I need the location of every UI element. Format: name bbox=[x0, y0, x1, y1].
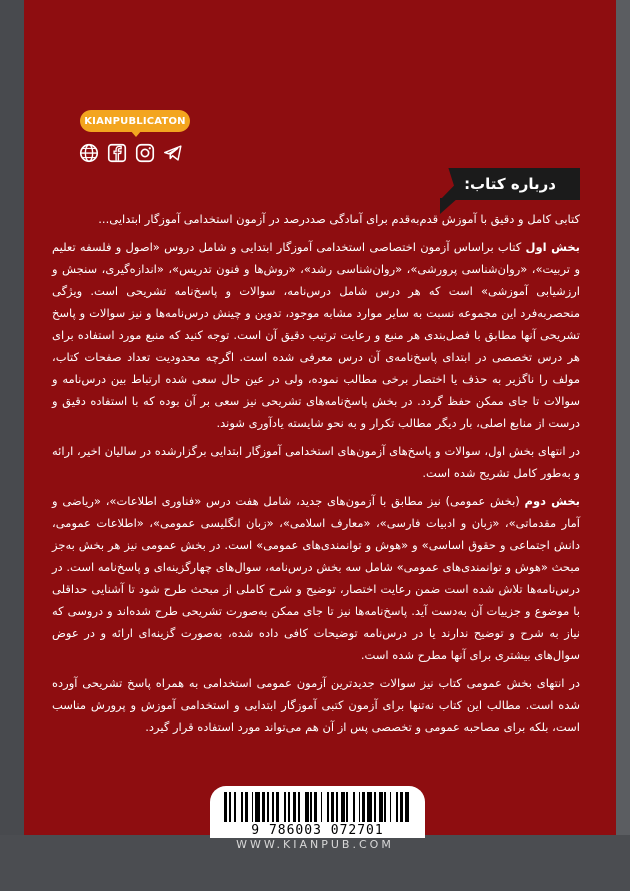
isbn-number: 9 786003 072701 bbox=[251, 823, 384, 838]
publisher-badge: KIANPUBLICATON bbox=[80, 110, 190, 132]
barcode bbox=[224, 792, 411, 822]
website-url[interactable]: WWW.KIANPUB.COM bbox=[236, 838, 394, 851]
part2-paragraph bbox=[52, 490, 580, 666]
part1-paragraph bbox=[52, 236, 580, 434]
instagram-icon[interactable] bbox=[134, 142, 156, 164]
barcode-box bbox=[210, 786, 425, 838]
heading-box bbox=[440, 168, 580, 200]
web-icon[interactable] bbox=[78, 142, 100, 164]
about-book-heading: درباره کتاب: bbox=[464, 175, 556, 193]
part1-end-paragraph: در انتهای بخش اول، سوالات و پاسخ‌های آزمون‌های استخدامی آموزگار ابتدایی برگزارشده در سالیان اخیر، ارائه و به‌طور کامل تشریح شده است. bbox=[52, 444, 580, 480]
description-text bbox=[52, 208, 580, 744]
intro-paragraph: کتابی کامل و دقیق با آموزش قدم‌به‌قدم برای آمادگی صددرصد در آزمون استخدامی آموزگار ابتدایی... bbox=[98, 212, 580, 226]
spine-shadow bbox=[0, 0, 24, 891]
facebook-icon[interactable] bbox=[106, 142, 128, 164]
part2-text: (بخش عمومی) نیز مطابق با آزمون‌های جدید، شامل هفت درس «فناوری اطلاعات»، «ریاضی و آمار مقدماتی»، «زبان و ادبیات فارسی»، «معارف اسلامی»، «زبان انگلیسی عمومی»، «اطلاعات عمومی، دانش اجتماعی و حقوق اساسی» و «هوش و توانمندی‌های عمومی» است. در بخش عمومی نیز هر بخش به‌جز مبحث «هوش و توانمندی‌های عمومی» شامل سه بخش درس‌نامه، سوال‌های چهارگزینه‌ای و پاسخ‌نامه است. در درس‌نامه‌ها تلاش شده است ضمن رعایت اختصار، توضیح و شرح کاملی از مبحث طرح شود تا آشنایی حداقلی با موضوع و جزییات آن به‌دست آید. پاسخ‌نامه‌ها نیز تا جای ممکن به‌صورت تشریحی طرح شده‌اند و دروسی که نیاز به شرح و توضیح ندارند یا در درس‌نامه توضیحات کافی داده شده، به‌صورت گزینه‌ای ارائه و در عوض سوال‌های بیشتری برای آنها مطرح شده است. bbox=[52, 494, 580, 662]
part2-lead: بخش دوم bbox=[524, 494, 580, 508]
part1-text: کتاب براساس آزمون اختصاصی استخدامی آموزگار ابتدایی و شامل دروس «اصول و فلسفه تعلیم و تربیت»، «روان‌شناسی پرورشی»، «روان‌شناسی رشد»، «روش‌ها و فنون تدریس»، «اندازه‌گیری، سنجش و ارزشیابی آموزشی» است که هر درس شامل درس‌نامه، سوالات و پاسخ‌نامه تشریحی است. ویژگی منحصربه‌فرد این مجموعه نسبت به سایر موارد مشابه موجود، تدوین و چینش درس‌نامه‌ها و نیز سوالات و پاسخ تشریحی آنها مطابق با فصل‌بندی هر منبع و رعایت ترتیب دقیق آن است. توجه کنید که منبع مورد استفاده برای هر درس تخصصی در ابتدای پاسخ‌نامه‌ی آن درس معرفی شده است. اگرچه محدودیت تعداد صفحات کتاب، مولف را ناگزیر به حذف یا اختصار برخی مطالب نموده، ولی در عین حال سعی شده ارتباط بین درس‌نامه و سوالات تا جای ممکن حفظ گردد. در بخش پاسخ‌نامه‌های تشریحی نیز سعی بر آن بوده که با استفاده دقیق و درست از منابع اصلی، بار دیگر مطالب تکرار و به نحو شایسته یادآوری شوند. bbox=[52, 240, 580, 430]
telegram-icon[interactable] bbox=[162, 142, 184, 164]
social-icons bbox=[78, 142, 184, 166]
part2-end-paragraph: در انتهای بخش عمومی کتاب نیز سوالات جدیدترین آزمون عمومی استخدامی به همراه پاسخ تشریحی آورده شده است. مطالب این کتاب نه‌تنها برای آزمون کتبی آموزگار ابتدایی و استخدامی آموزش و پرورش مناسب است، بلکه برای مصاحبه عمومی و تخصصی پس از آن هم می‌تواند مورد استفاده قرار گیرد. bbox=[52, 676, 580, 734]
barcode-bar bbox=[409, 792, 411, 822]
part1-lead: بخش اول bbox=[525, 240, 580, 254]
